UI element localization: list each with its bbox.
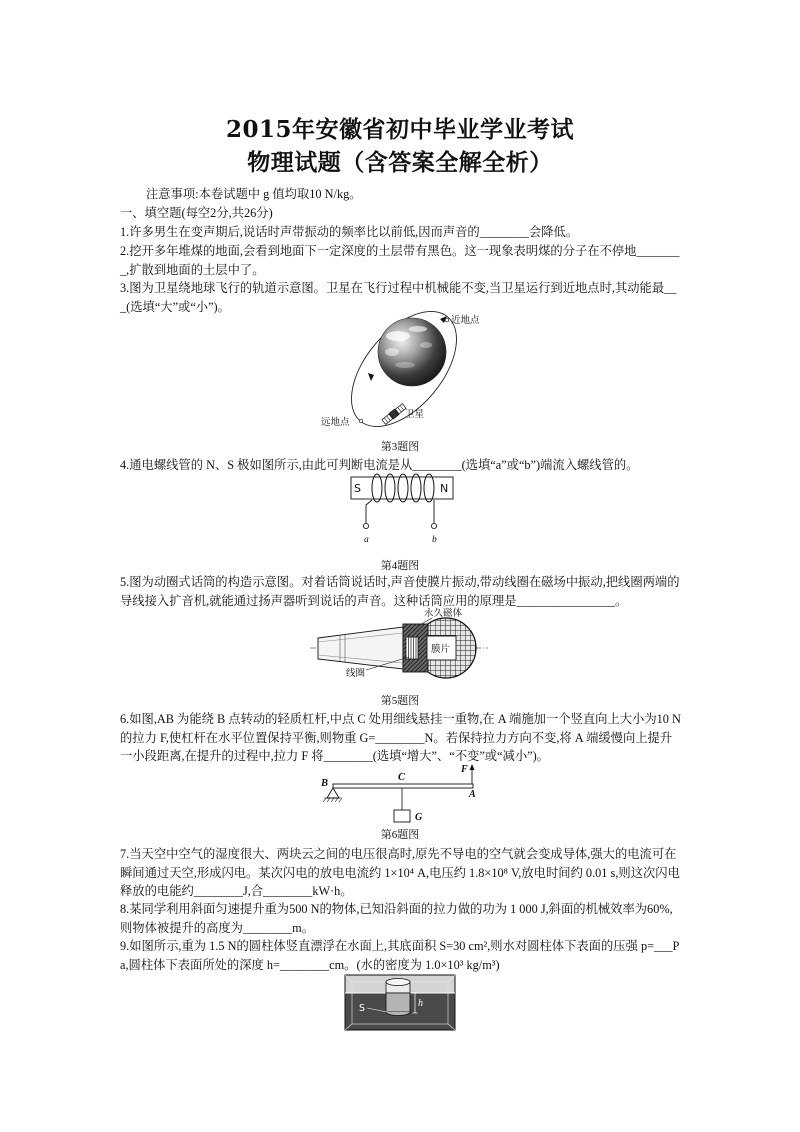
terminal-b [431, 523, 436, 528]
point-a-label: A [469, 789, 476, 800]
hanging-weight [394, 810, 410, 822]
figure-5-caption: 第5题图 [380, 695, 420, 707]
figure-5-microphone-diagram [305, 604, 490, 686]
force-arrow-head [470, 764, 475, 770]
apogee-marker [359, 419, 363, 423]
diaphragm-label: 膜片 [431, 644, 451, 655]
cylinder [386, 979, 410, 1016]
terminal-a-label: a [364, 535, 369, 545]
ground-hatch [323, 798, 342, 802]
orbit-direction-arrow [368, 373, 374, 381]
north-pole-label: N [440, 482, 449, 495]
figure-6-caption: 第6题图 [380, 829, 420, 841]
question-9: 9.如图所示,重为 1.5 N的圆柱体竖直漂浮在水面上,其底面积 S=30 cm²,则水对圆柱体下表面的压强 p=___Pa,圆柱体下表面所处的深度 h=________cm。(水的密度为 1.0×10³ kg/m³) [120, 939, 680, 972]
weight-g-label: G [415, 812, 423, 823]
depth-h-label: h [418, 998, 423, 1009]
area-s-label: S [359, 1003, 366, 1014]
question-3: 3.图为卫星绕地球飞行的轨道示意图。卫星在飞行过程中机械能不变,当卫星运行到近地点时,其动能最___(选填“大”或“小”)。 [120, 281, 677, 314]
magnet-label: 永久磁体 [424, 608, 463, 619]
coil [406, 637, 418, 659]
solenoid-core [351, 477, 453, 499]
figure-4-caption: 第4题图 [380, 560, 420, 572]
perigee-label: 近地点 [451, 315, 480, 326]
terminal-b-label: b [432, 535, 437, 545]
question-8: 8.某同学利用斜面匀速提升重为500 N的物体,已知沿斜面的拉力做的功为 1 000 J,斜面的机械效率为60%,则物体被提升的高度为________m。 [120, 902, 673, 935]
question-4: 4.通电螺线管的 N、S 极如图所示,由此可判断电流是从________(选填“a”或“b”)端流入螺线管的。 [120, 458, 639, 472]
notice-text: 注意事项:本卷试题中 g 值均取10 N/kg。 [146, 187, 362, 201]
wire-a [366, 500, 372, 523]
point-c-label: C [398, 772, 406, 783]
terminal-a [363, 523, 368, 528]
figure-6-lever-diagram [315, 762, 485, 824]
question-6: 6.如图,AB 为能绕 B 点转动的轻质杠杆,中点 C 处用细线悬挂一重物,在 A 端施加一个竖直向上大小为10 N 的拉力 F,使杠杆在水平位置保持平衡,则物重 G=________N。若保持拉力方向不变,将 A 端缓慢向上提升一小段距离,在提升的过程中,拉力 F 将________(选填“增大”、“不变”或“减小”)。 [120, 712, 681, 764]
earth [378, 318, 446, 386]
question-1: 1.许多男生在变声期后,说话时声带振动的频率比以前低,因而声音的________会降低。 [120, 225, 579, 239]
figure-3-orbit-diagram [300, 308, 500, 436]
question-5: 5.图为动圈式话筒的构造示意图。对着话筒说话时,声音使膜片振动,带动线圈在磁场中振动,把线圈两端的导线接入扩音机,就能通过扬声器听到说话的声音。这种话筒应用的原理是________________。 [120, 575, 680, 608]
question-7: 7.当天空中空气的湿度很大、两块云之间的电压很高时,原先不导电的空气就会变成导体,强大的电流可在瞬间通过天空,形成闪电。某次闪电的放电电流约 1×10⁴ A,电压约 1.8×10⁸ V,放电时间约 0.01 s,则这次闪电释放的电能约________J,合________kW·h。 [120, 847, 680, 899]
south-pole-label: S [354, 482, 361, 495]
point-b-label: B [321, 778, 329, 789]
pivot-support [327, 788, 339, 798]
figure-3-caption: 第3题图 [380, 441, 420, 453]
satellite [382, 403, 407, 425]
figure-9-floating-cylinder-diagram [335, 970, 465, 1034]
question-2: 2.挖开多年堆煤的地面,会看到地面下一定深度的土层带有黑色。这一现象表明煤的分子在不停地________,扩散到地面的土层中了。 [120, 244, 680, 277]
apogee-label: 远地点 [321, 417, 350, 428]
figure-4-solenoid-diagram [340, 468, 470, 548]
page-title: 2015年安徽省初中毕业学业考试 [225, 116, 574, 143]
coil-label: 线圈 [346, 668, 366, 679]
perigee-marker [445, 318, 449, 322]
satellite-label: 卫星 [405, 409, 425, 420]
page-subtitle: 物理试题（含答案全解全析） [247, 149, 553, 176]
lever-bar [333, 784, 473, 788]
section-heading: 一、填空题(每空2分,共26分) [120, 206, 273, 220]
force-f-label: F [461, 764, 468, 775]
